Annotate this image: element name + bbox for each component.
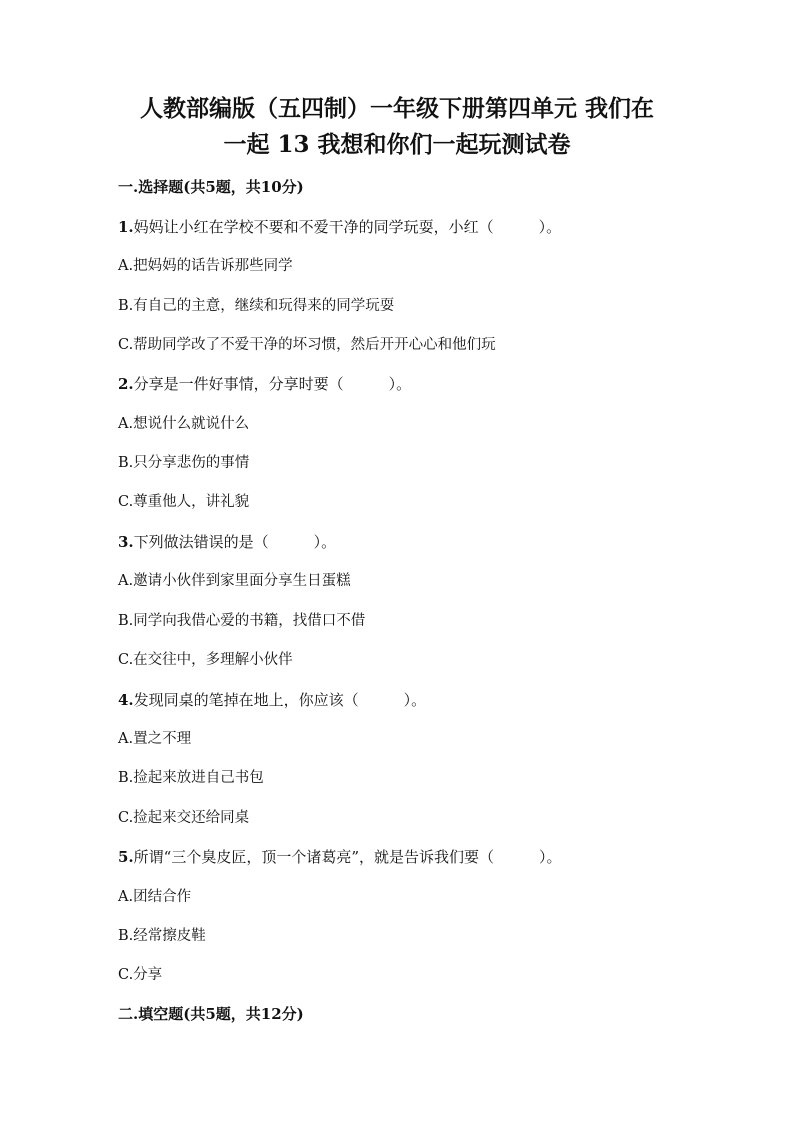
title-line-1: 人教部编版（五四制）一年级下册第四单元 我们在 [139, 95, 654, 122]
question-text: 妈妈让小红在学校不要和不爱干净的同学玩耍，小红（ ）。 [133, 218, 562, 236]
question-4-option-c: C.捡起来交还给同桌 [118, 810, 250, 826]
title-line-2: 一起 13 我想和你们一起玩测试卷 [223, 131, 571, 158]
question-text: 下列做法错误的是（ ）。 [133, 533, 337, 551]
question-5-option-b: B.经常擦皮鞋 [118, 928, 206, 944]
question-number: 4. [118, 691, 134, 709]
question-number: 1. [118, 218, 134, 236]
question-1-option-a: A.把妈妈的话告诉那些同学 [118, 258, 293, 274]
question-2-option-c: C.尊重他人，讲礼貌 [118, 494, 250, 510]
question-2-option-b: B.只分享悲伤的事情 [118, 455, 250, 471]
question-1 [118, 217, 561, 237]
question-3-option-a: A.邀请小伙伴到家里面分享生日蛋糕 [118, 573, 351, 589]
question-1-option-b: B.有自己的主意，继续和玩得来的同学玩耍 [118, 298, 395, 314]
question-number: 5. [118, 848, 134, 866]
question-1-option-c: C.帮助同学改了不爱干净的坏习惯，然后开开心心和他们玩 [118, 337, 496, 353]
question-text: 分享是一件好事情，分享时要（ ）。 [133, 375, 412, 393]
question-number: 3. [118, 533, 134, 551]
section-heading-choice: 一.选择题(共5题，共10分) [118, 178, 304, 196]
section-heading-fill-blank: 二.填空题(共5题，共12分) [118, 1005, 304, 1023]
question-text: 发现同桌的笔掉在地上，你应该（ ）。 [133, 691, 427, 709]
question-3-option-b: B.同学向我借心爱的书籍，找借口不借 [118, 613, 366, 629]
question-4-option-a: A.置之不理 [118, 731, 192, 747]
question-5-option-a: A.团结合作 [118, 889, 192, 905]
question-4 [118, 690, 426, 710]
question-5 [118, 847, 562, 867]
question-3 [118, 532, 336, 552]
question-3-option-c: C.在交往中，多理解小伙伴 [118, 652, 293, 668]
question-2 [118, 374, 411, 394]
question-2-option-a: A.想说什么就说什么 [118, 416, 250, 432]
question-5-option-c: C.分享 [118, 967, 163, 983]
question-number: 2. [118, 375, 134, 393]
question-text: 所谓“三个臭皮匠，顶一个诸葛亮”，就是告诉我们要（ ）。 [133, 848, 562, 866]
question-4-option-b: B.捡起来放进自己书包 [118, 770, 264, 786]
